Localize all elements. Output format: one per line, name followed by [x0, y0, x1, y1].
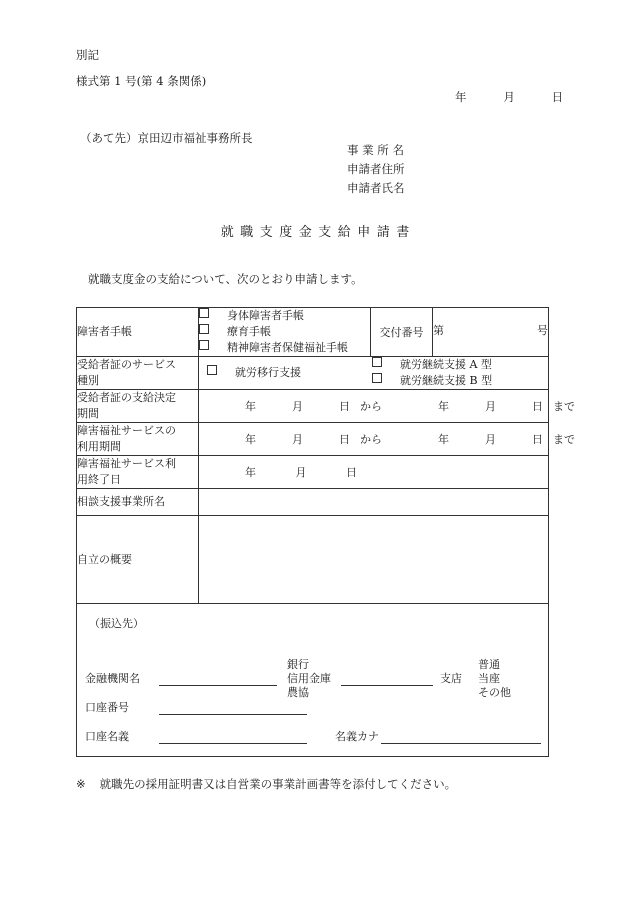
use-period-month-to: 月	[485, 433, 496, 446]
service-option-a-type-label: 就労継続支援 A 型	[400, 358, 492, 371]
checkbox-icon[interactable]	[199, 308, 209, 318]
decision-period-year-to: 年	[438, 400, 449, 413]
applicant-block	[347, 141, 405, 198]
service-type-options-cell	[199, 357, 549, 390]
service-option-b-type-label: 就労継続支援 B 型	[400, 374, 493, 387]
handbook-option-2-label: 療育手帳	[227, 325, 271, 338]
account-type-option-futsuu[interactable]: 普通	[478, 658, 500, 671]
table-row-use-period	[77, 423, 549, 456]
date-year-label: 年	[455, 90, 467, 104]
account-number-label: 口座番号	[85, 701, 129, 714]
end-date-label	[77, 456, 199, 489]
handbook-option-1[interactable]	[199, 308, 370, 324]
account-name-row	[85, 728, 541, 744]
use-period-label-line1: 障害福祉サービスの	[77, 424, 176, 437]
bank-institution-type-options	[287, 658, 331, 700]
decision-period-day-from: 日	[339, 400, 350, 413]
decision-period-month-to: 月	[485, 400, 496, 413]
service-options-continuous	[372, 357, 492, 389]
decision-period-month-from: 月	[292, 400, 303, 413]
end-date-field[interactable]	[199, 456, 549, 489]
table-row-independence	[77, 516, 549, 604]
table-row-consult-office	[77, 489, 549, 516]
application-form-table	[76, 307, 575, 757]
account-type-options	[478, 658, 511, 700]
account-type-option-other[interactable]: その他	[478, 686, 511, 699]
page-title: 就職支度金支給申請書	[220, 225, 416, 240]
account-number-input[interactable]	[159, 701, 307, 715]
decision-period-year-from: 年	[245, 400, 256, 413]
issue-number-suffix: 号	[537, 324, 548, 337]
table-row-end-date	[77, 456, 549, 489]
account-kana-label: 名義カナ	[335, 730, 379, 743]
end-date-month: 月	[295, 466, 307, 479]
handbook-option-3[interactable]	[199, 340, 370, 356]
handbook-label: 障害者手帳	[77, 308, 199, 357]
use-period-day-from: 日	[339, 433, 350, 446]
applicant-office-label: 事 業 所 名	[347, 143, 404, 157]
bank-type-option-bank[interactable]: 銀行	[287, 658, 309, 671]
handbook-checkbox-list	[199, 308, 370, 356]
checkbox-icon[interactable]	[372, 373, 382, 383]
consult-office-label: 相談支援事業所名	[77, 489, 199, 516]
use-period-date-range	[199, 425, 575, 453]
handbook-option-2[interactable]	[199, 324, 370, 340]
handbook-options-cell	[199, 308, 371, 357]
end-date-day: 日	[346, 466, 357, 479]
decision-period-label	[77, 390, 199, 423]
decision-period-date-range	[199, 392, 575, 420]
bank-transfer-block	[77, 604, 548, 756]
bank-institution-label: 金融機関名	[85, 672, 140, 685]
table-row-bank-transfer	[77, 604, 549, 757]
independence-field[interactable]	[199, 516, 549, 604]
addressee-line: （あて先）京田辺市福祉事務所長	[80, 131, 253, 145]
use-period-month-from: 月	[292, 433, 303, 446]
bank-branch-label: 支店	[440, 672, 462, 685]
use-period-from-word: から	[360, 433, 382, 446]
use-period-day-to: 日	[532, 433, 543, 446]
issue-number-inner	[433, 322, 548, 342]
service-option-b-type[interactable]	[372, 373, 492, 389]
use-period-field[interactable]	[199, 423, 575, 456]
table-row-handbook	[77, 308, 549, 357]
intro-sentence: 就職支度金の支給について、次のとおり申請します。	[88, 272, 363, 286]
decision-period-label-line1: 受給者証の支給決定	[77, 391, 176, 404]
date-month-label: 月	[503, 90, 516, 104]
account-kana-input[interactable]	[381, 730, 541, 744]
bank-transfer-cell	[77, 604, 549, 757]
handbook-option-1-label: 身体障害者手帳	[227, 309, 304, 322]
end-date-year: 年	[245, 466, 256, 479]
decision-period-day-to: 日	[532, 400, 543, 413]
applicant-name-label: 申請者氏名	[347, 181, 405, 195]
use-period-year-from: 年	[245, 433, 256, 446]
checkbox-icon[interactable]	[199, 324, 209, 334]
issue-number-prefix: 第	[433, 324, 444, 337]
decision-period-from-word: から	[360, 400, 382, 413]
table-row-service-type	[77, 357, 549, 390]
checkbox-icon[interactable]	[372, 357, 382, 367]
service-option-transition-label: 就労移行支援	[235, 366, 301, 379]
account-name-label: 口座名義	[85, 730, 129, 743]
account-type-option-touza[interactable]: 当座	[478, 672, 500, 685]
use-period-label-line2: 利用期間	[77, 440, 121, 453]
footnote-text: 就職先の採用証明書又は自営業の事業計画書等を添付してください。	[99, 777, 457, 791]
end-date-value	[199, 458, 548, 486]
consult-office-field[interactable]	[199, 489, 549, 516]
service-type-label	[77, 357, 199, 390]
account-name-input[interactable]	[159, 730, 307, 744]
appendix-label: 別記	[76, 48, 99, 62]
service-type-options	[199, 357, 548, 389]
use-period-to-word: まで	[553, 433, 575, 446]
bank-branch-input[interactable]	[341, 672, 433, 686]
end-date-label-line2: 用終了日	[77, 473, 121, 486]
independence-label: 自立の概要	[77, 516, 199, 604]
account-number-row	[85, 699, 307, 715]
end-date-label-line1: 障害福祉サービス利	[77, 457, 176, 470]
table-row-decision-period	[77, 390, 549, 423]
service-type-label-line2: 種別	[77, 374, 99, 387]
issue-number-label: 交付番号	[371, 308, 433, 357]
decision-period-to-word: まで	[553, 400, 575, 413]
footnote-mark-icon: ※	[76, 777, 86, 791]
bank-institution-row	[85, 644, 545, 699]
footnote	[76, 779, 456, 791]
handbook-option-3-label: 精神障害者保健福祉手帳	[227, 341, 348, 354]
checkbox-icon[interactable]	[207, 365, 217, 375]
issue-number-field[interactable]	[433, 308, 549, 357]
form-number-label: 様式第 1 号(第 4 条関係)	[76, 74, 207, 88]
service-type-label-line1: 受給者証のサービス	[77, 358, 176, 371]
decision-period-field[interactable]	[199, 390, 575, 423]
bank-transfer-heading: （振込先）	[89, 617, 144, 630]
applicant-address-label: 申請者住所	[347, 162, 405, 176]
checkbox-icon[interactable]	[199, 340, 209, 350]
bank-type-option-shinkin[interactable]: 信用金庫	[287, 672, 331, 685]
bank-type-option-nokyo[interactable]: 農協	[287, 686, 309, 699]
use-period-year-to: 年	[438, 433, 449, 446]
date-day-label: 日	[551, 90, 564, 104]
service-option-transition[interactable]	[199, 365, 372, 381]
bank-institution-input[interactable]	[159, 672, 277, 686]
use-period-label	[77, 423, 199, 456]
service-option-a-type[interactable]	[372, 357, 492, 373]
date-line	[455, 92, 564, 104]
decision-period-label-line2: 期間	[77, 407, 99, 420]
